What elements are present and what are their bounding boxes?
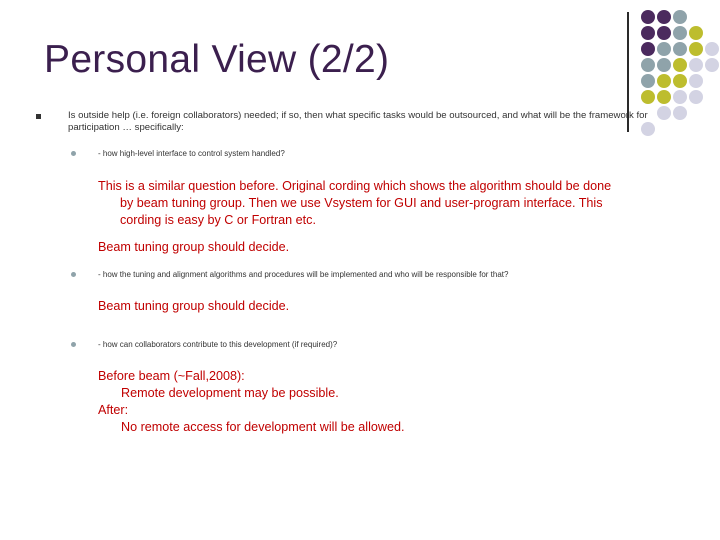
decorative-dot [689,58,703,72]
decorative-dot [705,42,719,56]
answer-line: This is a similar question before. Original cording which shows the algorithm should be done [98,179,612,193]
decorative-dot [689,42,703,56]
decorative-dot [689,90,703,104]
main-bullet-text: Is outside help (i.e. foreign collaborators) needed; if so, then what specific tasks would be outsourced, and what will be the framework for participation … specifically: [68,110,648,133]
answer-block [98,178,688,229]
question-text: - how high-level interface to control system handled? [98,149,285,158]
slide-title: Personal View (2/2) [44,38,390,81]
question-text: - how the tuning and alignment algorithms and procedures will be implemented and who will be responsible for that? [98,270,509,279]
decorative-dot [641,58,655,72]
answer-block [98,368,598,436]
decorative-dot [657,90,671,104]
decorative-dot [641,26,655,40]
decorative-dot [673,42,687,56]
decorative-dot [673,90,687,104]
decorative-dot [641,10,655,24]
decorative-dot [673,106,687,120]
decorative-dot [673,58,687,72]
answer-line: No remote access for development will be allowed. [121,420,405,434]
answer-line: by beam tuning group. Then we use Vsystem for GUI and user-program interface. This [120,196,603,210]
decorative-dot [673,74,687,88]
question-text: - how can collaborators contribute to this development (if required)? [98,340,338,349]
answer-text: Beam tuning group should decide. [98,299,290,313]
decorative-dot [641,42,655,56]
decorative-dot [689,26,703,40]
decorative-dot [689,74,703,88]
decorative-dot [641,74,655,88]
decorative-dot [657,58,671,72]
bullet-dot-icon [71,151,76,156]
answer-line: Remote development may be possible. [121,386,339,400]
decorative-dot [657,10,671,24]
decorative-dot [657,74,671,88]
decorative-dot [705,58,719,72]
decorative-dot [657,26,671,40]
bullet-dot-icon [71,272,76,277]
bullet-square-icon [36,114,41,119]
decorative-dot [657,42,671,56]
decorative-dot [673,26,687,40]
answer-line: Before beam (~Fall,2008): [98,369,245,383]
bullet-dot-icon [71,342,76,347]
answer-line: After: [98,403,129,417]
decorative-dot [673,10,687,24]
answer-line: cording is easy by C or Fortran etc. [120,213,316,227]
decorative-dot [641,90,655,104]
answer-text: Beam tuning group should decide. [98,240,290,254]
